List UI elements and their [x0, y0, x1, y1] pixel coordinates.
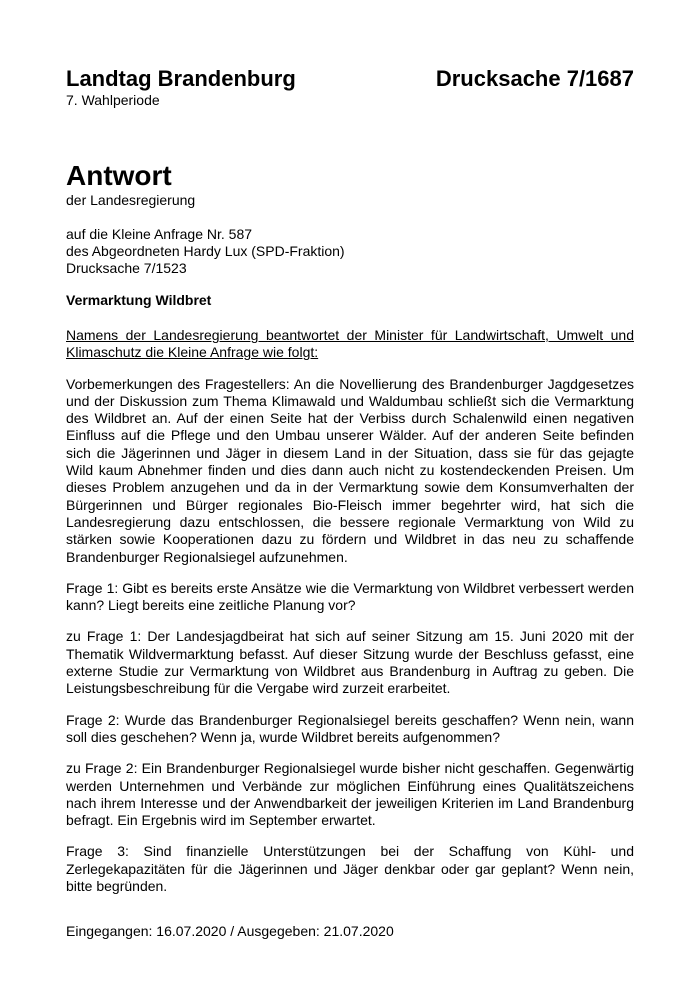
parliament-name: Landtag Brandenburg: [66, 66, 296, 91]
header-left: [66, 66, 296, 109]
subject-heading: Vermarktung Wildbret: [66, 292, 212, 308]
document-body: [66, 327, 634, 909]
answer-1: zu Frage 1: Der Landesjagdbeirat hat sich auf seiner Sitzung am 15. Juni 2020 mit der Thematik Wildvermarktung befasst. Auf dieser Sitzung wurde der Beschluss gefasst, eine externe Studie zur Vermarktung von Wildbret aus Brandenburg in Auftrag zu geben. Die Leistungsbeschreibung für die Vergabe wird zurzeit erarbeitet.: [66, 628, 634, 697]
question-3: Frage 3: Sind finanzielle Unterstützungen bei der Schaffung von Kühl- und Zerlegekapazitäten für die Jägerinnen und Jäger denkbar oder gar geplant? Wenn nein, bitte begründen.: [66, 843, 634, 895]
legislative-period: 7. Wahlperiode: [66, 92, 160, 108]
question-2: Frage 2: Wurde das Brandenburger Regionalsiegel bereits geschaffen? Wenn nein, wann soll dies geschehen? Wenn ja, wurde Wildbret bereits aufgenommen?: [66, 711, 634, 745]
document-author: der Landesregierung: [66, 192, 196, 208]
document-number: Drucksache 7/1687: [435, 66, 634, 91]
reference-line: auf die Kleine Anfrage Nr. 587: [66, 226, 253, 242]
document-type-title: Antwort: [66, 160, 172, 191]
answer-2: zu Frage 2: Ein Brandenburger Regionalsiegel wurde bisher nicht geschaffen. Gegenwärtig werden Unternehmen und Verbände zur möglichen Einführung eines Qualitätszeichens nach ihrem Interesse und der Anwendbarkeit der jeweiligen Kriterien im Land Brandenburg befragt. Ein Ergebnis wird im September erwartet.: [66, 760, 634, 829]
question-1: Frage 1: Gibt es bereits erste Ansätze wie die Vermarktung von Wildbret verbessert werden kann? Liegt bereits eine zeitliche Planung vor?: [66, 579, 634, 614]
preliminary-remarks: Vorbemerkungen des Fragestellers: An die Novellierung des Brandenburger Jagdgesetzes und der Diskussion zum Thema Klimawald und Waldumbau schließt sich die Vermarktung des Wildbret an. Auf der einen Seite hat der Verbiss durch Schalenwild einen negativen Einfluss auf die Pflege und den Umbau unserer Wälder. Auf der anderen Seite befinden sich die Jägerinnen und Jäger in diesem Land in der Situation, dass sie für das gejagte Wild kaum Abnehmer finden und dies dann auch nicht zu kostendeckenden Preisen. Um dieses Problem anzugehen und da in der Vermarktung sowie dem Konsumverhalten der Bürgerinnen und Bürger regionales Bio-Fleisch immer begehrter wird, hat sich die Landesregierung dazu entschlossen, die bessere regionale Vermarktung von Wild zu stärken sowie Kooperationen dazu zu fördern und Wildbret in das neu zu schaffende Brandenburger Regionalsiegel aufzunehmen.: [66, 375, 634, 565]
reference-line: Drucksache 7/1523: [66, 260, 187, 276]
footer-dates: Eingegangen: 16.07.2020 / Ausgegeben: 21.07.2020: [66, 923, 394, 939]
intro-statement: Namens der Landesregierung beantwortet der Minister für Landwirtschaft, Umwelt und Klimaschutz die Kleine Anfrage wie folgt:: [66, 327, 634, 361]
inquiry-reference: [66, 226, 345, 277]
reference-line: des Abgeordneten Hardy Lux (SPD-Fraktion): [66, 243, 345, 259]
